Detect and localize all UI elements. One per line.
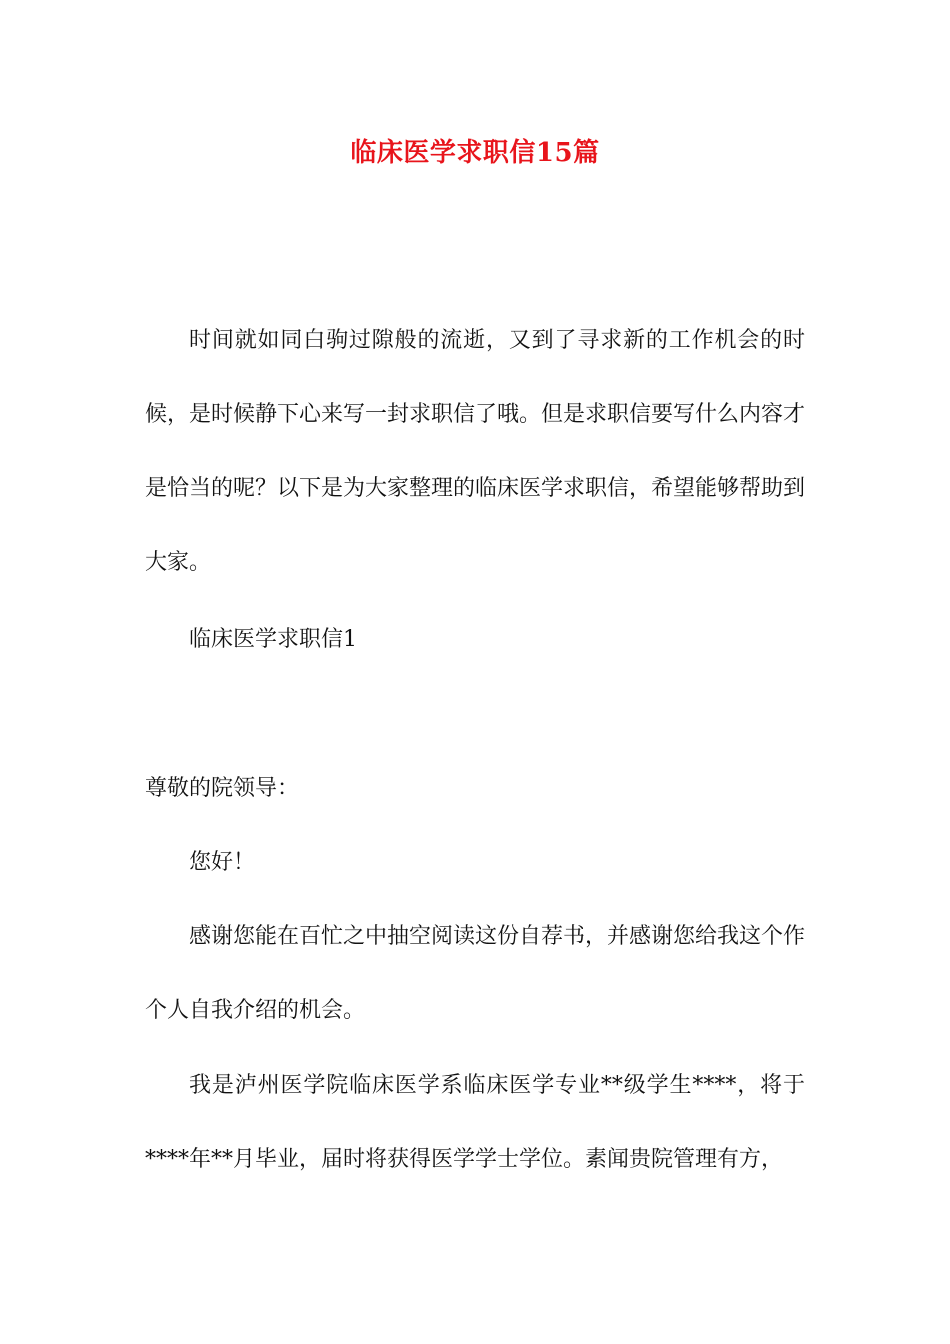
- section-heading: 临床医学求职信1: [189, 627, 357, 652]
- salutation: 尊敬的院领导：: [145, 776, 300, 801]
- greeting: 您好！: [189, 850, 256, 875]
- thanks-paragraph: 感谢您能在百忙之中抽空阅读这份自荐书，并感谢您给我这个作个人自我介绍的机会。: [145, 924, 806, 1023]
- self-intro-paragraph: 我是泸州医学院临床医学系临床医学专业**级学生****，将于****年**月毕业，届时将获得医学学士学位。素闻贵院管理有方，: [145, 1073, 805, 1172]
- intro-paragraph: 时间就如同白驹过隙般的流逝，又到了寻求新的工作机会的时候，是时候静下心来写一封求职信了哦。但是求职信要写什么内容才是恰当的呢？以下是为大家整理的临床医学求职信，希望能够帮助到大家。: [145, 328, 806, 575]
- document-title: 临床医学求职信15篇: [350, 138, 600, 168]
